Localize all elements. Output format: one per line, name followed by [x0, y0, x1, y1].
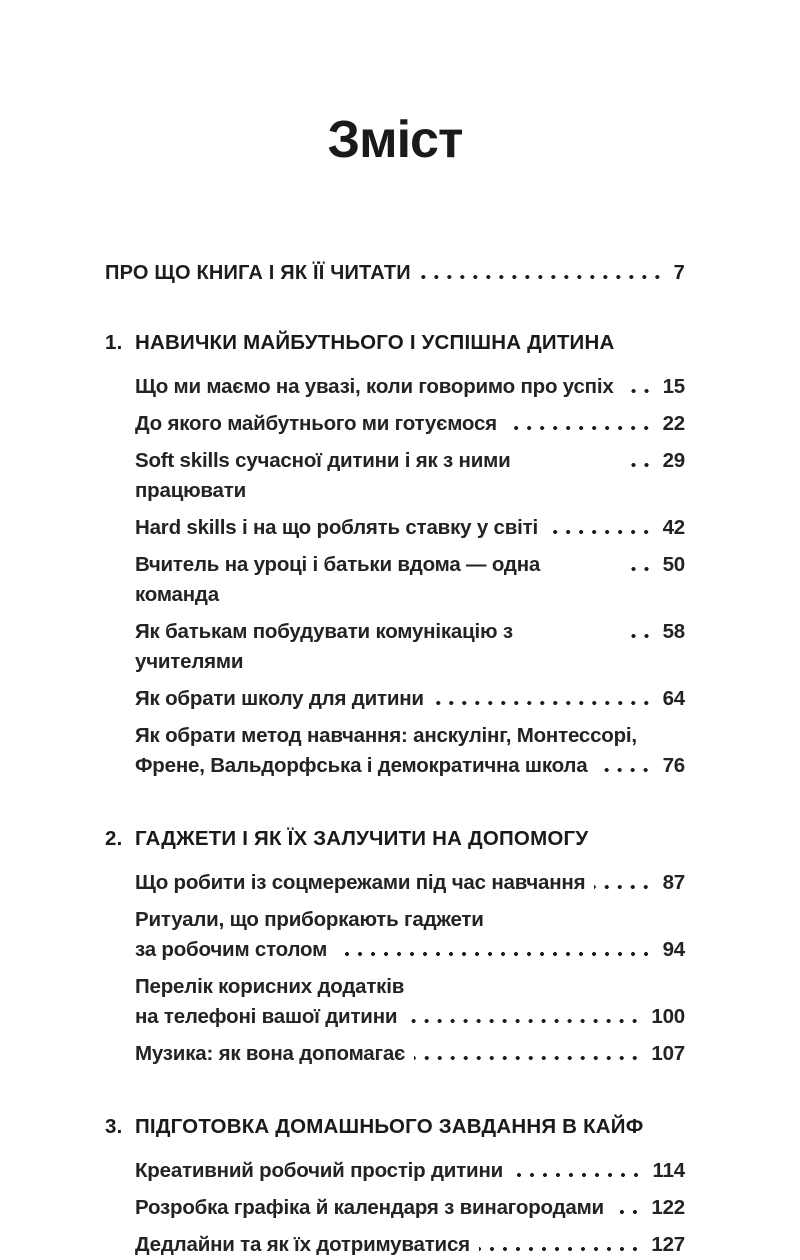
dot-leader [506, 426, 653, 430]
toc-front-item [105, 261, 685, 285]
page-number: 100 [651, 1005, 685, 1029]
page-number: 7 [673, 262, 685, 285]
toc-entry-text: Що робити із соцмережами під час навчання [135, 871, 586, 895]
toc-entry-text: Перелік корисних додатків [135, 975, 405, 999]
page-number: 50 [662, 553, 685, 577]
toc-section-1 [105, 331, 685, 781]
toc-section-3 [105, 1115, 685, 1260]
toc-front-item-label: ПРО ЩО КНИГА І ЯК ЇЇ ЧИТАТИ [105, 262, 411, 285]
dot-leader [627, 567, 653, 571]
toc-entry [135, 372, 685, 402]
page-number: 64 [662, 687, 685, 711]
toc-entry-text: Що ми маємо на увазі, коли говоримо про успіх [135, 375, 614, 399]
section-heading [105, 827, 685, 851]
page-number: 22 [662, 412, 685, 436]
dot-leader [512, 1173, 642, 1177]
page-number: 58 [662, 620, 685, 644]
dot-leader [420, 275, 664, 279]
toc-entry [135, 1156, 685, 1186]
page-number: 94 [662, 938, 685, 962]
toc-entry [135, 868, 685, 898]
toc-entry [135, 721, 685, 781]
toc-entry-text: за робочим столом [135, 938, 328, 962]
page-number: 122 [651, 1196, 685, 1220]
toc-entry [135, 684, 685, 714]
page-number: 127 [651, 1233, 685, 1257]
toc-section-2 [105, 827, 685, 1069]
dot-leader [479, 1247, 641, 1251]
toc-entry-text: Як батькам побудувати комунікацію з учителями [135, 620, 513, 674]
section-heading [105, 1115, 685, 1139]
toc-entry-text: Soft skills сучасної дитини і як з ними працювати [135, 449, 511, 503]
toc-entry-text: Креативний робочий простір дитини [135, 1159, 504, 1183]
toc-entry [135, 409, 685, 439]
dot-leader [406, 1019, 641, 1023]
toc-entry-text: Hard skills і на що роблять ставку у світі [135, 516, 538, 540]
dot-leader [547, 530, 653, 534]
dot-leader [336, 952, 653, 956]
toc-entry [135, 1193, 685, 1223]
dot-leader [623, 389, 653, 393]
dot-leader [613, 1210, 641, 1214]
toc-entry-text: Ритуали, що приборкають гаджети [135, 908, 484, 932]
page-number: 114 [652, 1159, 685, 1183]
section-entries [105, 868, 685, 1069]
dot-leader [414, 1056, 641, 1060]
toc-entry [135, 1039, 685, 1069]
toc-entry-text: Дедлайни та як їх дотримуватися [135, 1233, 470, 1257]
table-of-contents [105, 261, 685, 1260]
toc-entry [135, 446, 685, 506]
dot-leader [594, 885, 652, 889]
toc-entry [135, 513, 685, 543]
toc-entry-text: Як обрати метод навчання: анскулінг, Монтессорі, [135, 724, 637, 748]
section-number: 3. [105, 1115, 123, 1139]
section-heading [105, 331, 685, 355]
page-number: 107 [651, 1042, 685, 1066]
page-number: 87 [662, 871, 685, 895]
section-number: 2. [105, 827, 123, 851]
toc-entry [135, 617, 685, 677]
section-title: ГАДЖЕТИ І ЯК ЇХ ЗАЛУЧИТИ НА ДОПОМОГУ [135, 827, 589, 851]
toc-entry-text: Як обрати школу для дитини [135, 687, 424, 711]
page-number: 15 [662, 375, 685, 399]
toc-entry-text: Френе, Вальдорфська і демократична школа [135, 754, 588, 778]
toc-entry [135, 905, 685, 965]
section-entries [105, 1156, 685, 1260]
dot-leader [596, 768, 652, 772]
page-number: 42 [662, 516, 685, 540]
dot-leader [627, 463, 653, 467]
toc-entry-text: Розробка графіка й календаря з винагородами [135, 1196, 604, 1220]
page-number: 29 [662, 449, 685, 473]
dot-leader [433, 701, 653, 705]
toc-entry-text: Музика: як вона допомагає [135, 1042, 406, 1066]
section-entries [105, 372, 685, 781]
toc-entry-text: Вчитель на уроці і батьки вдома — одна команда [135, 553, 541, 607]
section-title: ПІДГОТОВКА ДОМАШНЬОГО ЗАВДАННЯ В КАЙФ [135, 1115, 644, 1139]
dot-leader [627, 634, 653, 638]
page-number: 76 [662, 754, 685, 778]
toc-entry-text: на телефоні вашої дитини [135, 1005, 398, 1029]
toc-entry-text: До якого майбутнього ми готуємося [135, 412, 497, 436]
toc-entry [135, 1230, 685, 1260]
page-title: Зміст [327, 111, 463, 169]
section-number: 1. [105, 331, 123, 355]
section-title: НАВИЧКИ МАЙБУТНЬОГО І УСПІШНА ДИТИНА [135, 331, 615, 355]
toc-entry [135, 550, 685, 610]
toc-entry [135, 972, 685, 1032]
